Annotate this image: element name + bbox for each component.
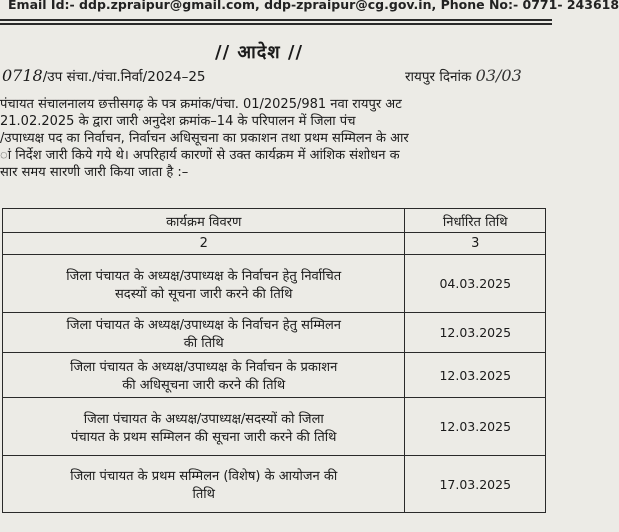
body-line: /उपाध्यक्ष पद का निर्वाचन, निर्वाचन अधिसूचना का प्रकाशन तथा प्रथम सम्मिलन के आर [0,131,409,146]
row-date: 04.03.2025 [405,255,546,313]
row-description-line: जिला पंचायत के अध्यक्ष/उपाध्यक्ष के निर्वाचन के प्रकाशन [70,360,338,375]
table-row [3,255,546,313]
column-number: 2 [3,233,405,255]
header-date: निर्धारित तिथि [405,209,546,233]
row-description-line: तिथि [192,487,215,502]
reference-suffix: /उप संचा./पंचा.निर्वा/2024–25 [42,69,206,85]
body-line: 21.02.2025 के द्वारा जारी अनुदेश क्रमांक–14 के परिपालन में जिला पंच [0,114,356,129]
row-description [3,398,405,456]
contact-line: Email Id:- ddp.zpraipur@gmail.com, ddp-zpraipur@cg.gov.in, Phone No:- 0771- 243618 [8,0,619,12]
body-line: ां निर्देश जारी किये गये थे। अपरिहार्य कारणों से उक्त कार्यक्रम में आंशिक संशोधन क [0,148,400,163]
table-header-row [3,209,546,233]
reference-handwritten: 0718 [2,66,43,85]
row-description-line: की अधिसूचना जारी करने की तिथि [122,378,286,393]
order-title: // आदेश // [215,42,304,63]
schedule-table [2,208,546,513]
place-date [405,66,522,85]
row-description [3,456,405,513]
row-date: 17.03.2025 [405,456,546,513]
reference-number [2,66,206,85]
table-column-number-row [3,233,546,255]
row-description [3,313,405,353]
row-date: 12.03.2025 [405,398,546,456]
header-rule-top [0,19,552,21]
place-date-label: रायपुर दिनांक [405,69,472,85]
row-description-line: जिला पंचायत के प्रथम सम्मिलन (विशेष) के आयोजन की [70,469,338,484]
row-date: 12.03.2025 [405,353,546,398]
column-number: 3 [405,233,546,255]
header-rule-bottom [0,23,552,25]
date-handwritten: 03/03 [475,66,522,85]
table-row [3,456,546,513]
row-description [3,255,405,313]
row-description-line: जिला पंचायत के अध्यक्ष/उपाध्यक्ष के निर्वाचन हेतु निर्वाचित [66,268,342,284]
row-description-line: सदस्यों को सूचना जारी करने की तिथि [115,286,293,302]
body-line: सार समय सारणी जारी किया जाता है :– [0,165,189,180]
row-date: 12.03.2025 [405,313,546,353]
body-line: पंचायत संचालनालय छत्तीसगढ़ के पत्र क्रमांक/पंचा. 01/2025/981 नवा रायपुर अट [0,97,402,112]
row-description-line: जिला पंचायत के अध्यक्ष/उपाध्यक्ष/सदस्यों को जिला [83,411,324,427]
table-row [3,353,546,398]
order-body [0,96,560,181]
row-description [3,353,405,398]
row-description-line: पंचायत के प्रथम सम्मिलन की सूचना जारी करने की तिथि [71,429,337,445]
table-row [3,398,546,456]
row-description-line: जिला पंचायत के अध्यक्ष/उपाध्यक्ष के निर्वाचन हेतु सम्मिलन [66,317,342,333]
header-description: कार्यक्रम विवरण [3,209,405,233]
row-description-line: की तिथि [183,335,224,351]
table-row [3,313,546,353]
